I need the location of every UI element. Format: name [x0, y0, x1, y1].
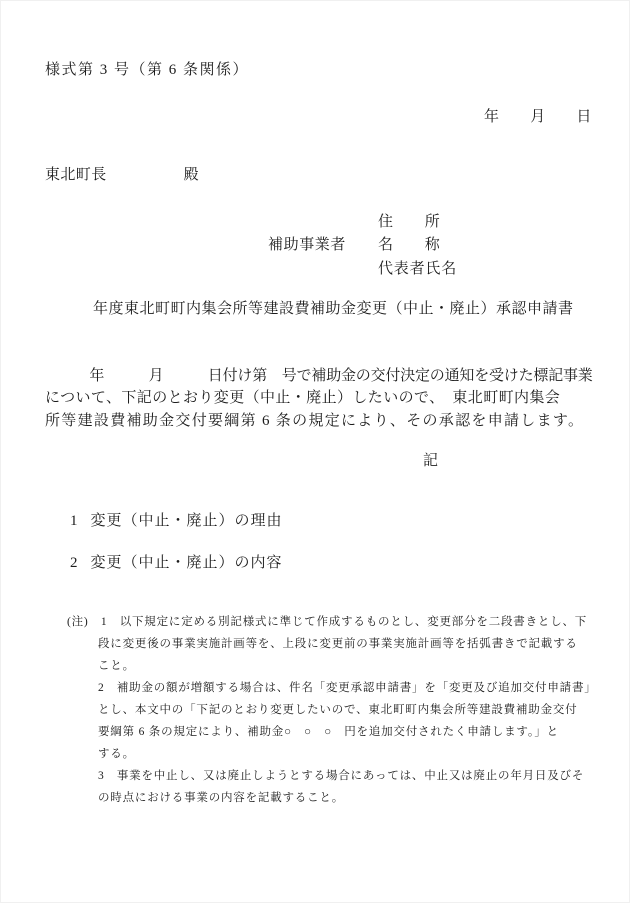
list-item-content — [55, 536, 283, 590]
note-line: 要綱第 6 条の規定により、補助金○ ○ ○ 円を追加交付されたく申請します。」と — [98, 726, 559, 738]
body-paragraph-line-3: 所等建設費補助金交付要綱第 6 条の規定により、その承認を申請します。 — [45, 413, 585, 429]
note-line: の時点における事業の内容を記載すること。 — [98, 792, 344, 804]
list-item-label: 変更（中止・廃止）の内容 — [90, 555, 283, 571]
note-line: 2 補助金の額が増額する場合は、件名「変更承認申請書」を「変更及び追加交付申請書」 — [98, 682, 597, 694]
note-line: 段に変更後の事業実施計画等を、上段に変更前の事業実施計画等を括弧書きで記載する — [98, 638, 578, 650]
note-line: 3 事業を中止し、又は廃止しようとする場合にあっては、中止又は廃止の年月日及びそ — [98, 770, 585, 782]
applicant-role-label: 補助事業者 — [268, 237, 347, 253]
applicant-representative-label: 代表者氏名 — [378, 261, 458, 277]
note-line: とし、本文中の「下記のとおり変更したいので、東北町町内集会所等建設費補助金交付 — [98, 704, 578, 716]
note-line: する。 — [98, 748, 135, 760]
date-blank-line: 年 月 日 — [484, 109, 592, 125]
note-line: (注) 1 以下規定に定める別記様式に準じて作成するものとし、変更部分を二段書きとし、下 — [67, 616, 588, 628]
form-number: 様式第 3 号（第 6 条関係） — [45, 62, 250, 78]
list-item-number: 2 — [70, 555, 78, 571]
applicant-name-label: 名 称 — [378, 237, 441, 253]
note-line: こと。 — [98, 660, 135, 672]
ki-marker: 記 — [423, 453, 439, 469]
document-title: 年度東北町町内集会所等建設費補助金変更（中止・廃止）承認申請書 — [93, 301, 574, 317]
list-item-number: 1 — [70, 513, 78, 529]
applicant-address-label: 住 所 — [378, 214, 441, 230]
body-paragraph-line-1: 年 月 日付け第 号で補助金の交付決定の通知を受けた標記事業 — [45, 368, 593, 384]
list-item-label: 変更（中止・廃止）の理由 — [90, 513, 283, 529]
addressee-line: 東北町長 殿 — [45, 167, 200, 183]
body-paragraph-line-2: について、下記のとおり変更（中止・廃止）したいので、 東北町町内集会 — [45, 390, 561, 406]
